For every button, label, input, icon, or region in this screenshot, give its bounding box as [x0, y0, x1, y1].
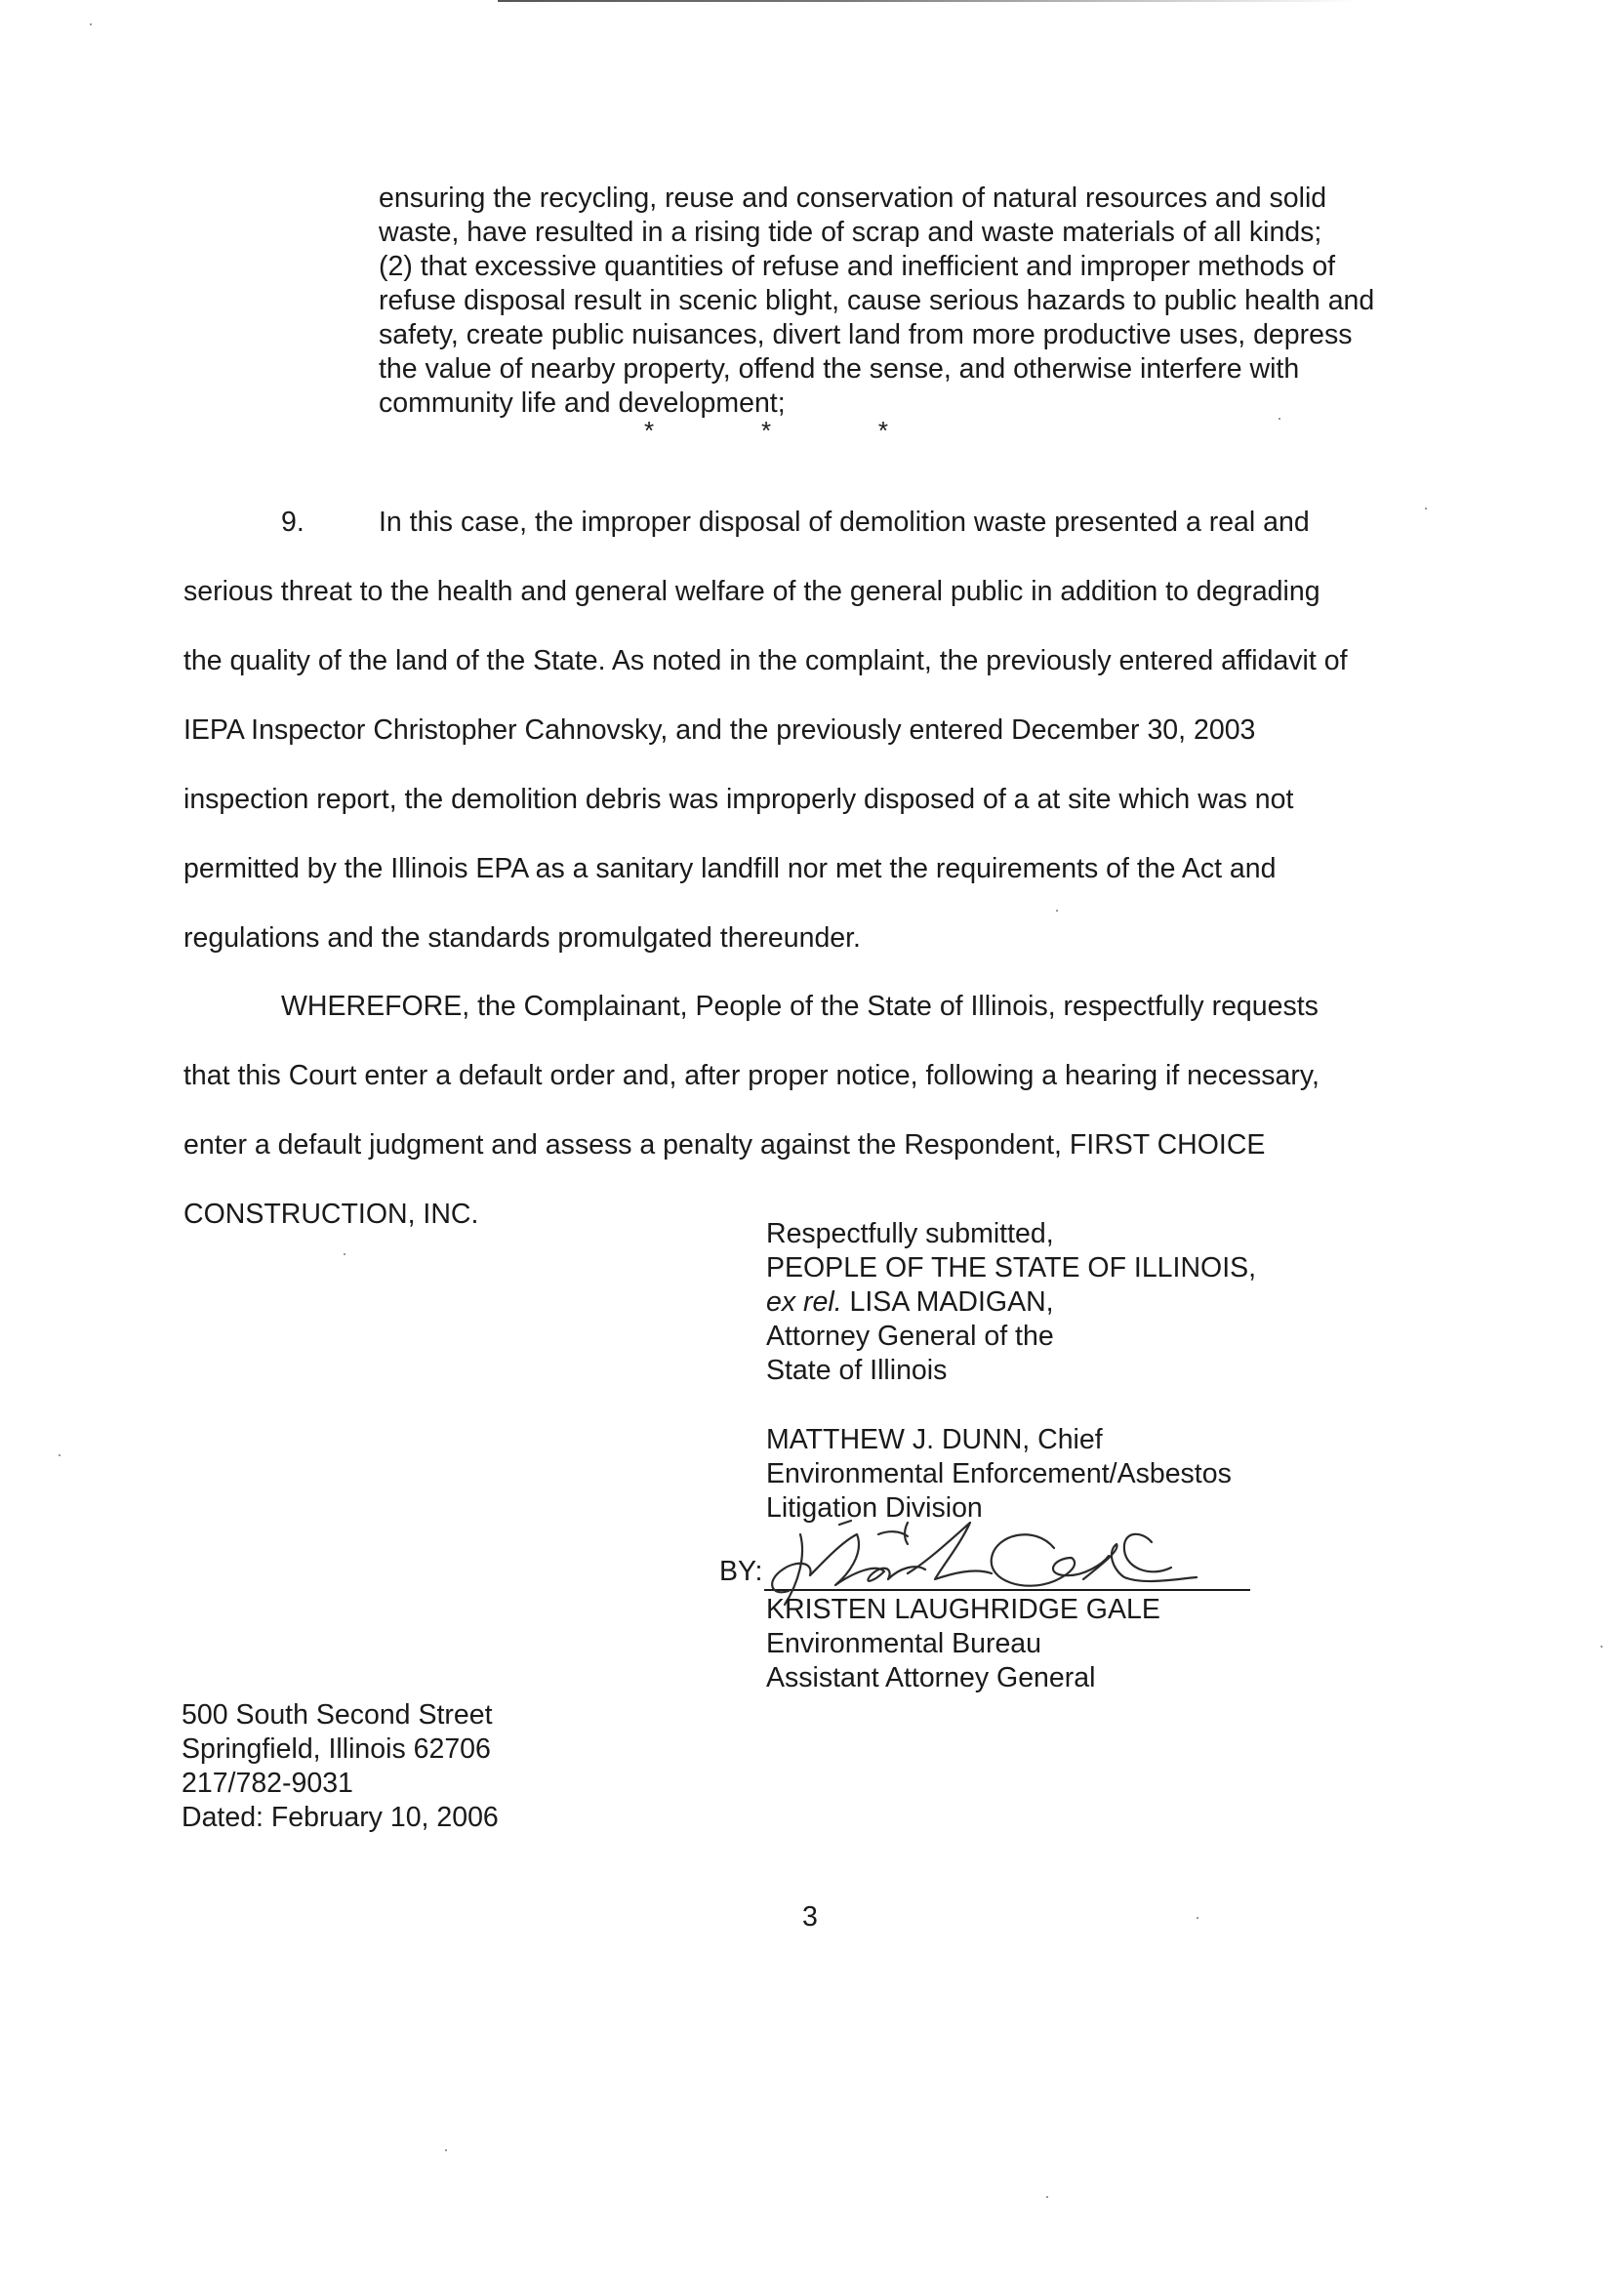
quote-line: community life and development; — [379, 387, 786, 419]
signer-name: KRISTEN LAUGHRIDGE GALE — [766, 1594, 1160, 1625]
ex-rel-name: LISA MADIGAN, — [841, 1286, 1054, 1318]
closing: Respectfully submitted, — [766, 1218, 1054, 1249]
scan-speck — [1425, 508, 1427, 509]
scan-edge-line — [498, 0, 1357, 2]
scan-speck — [344, 1253, 345, 1255]
asterisk: * — [760, 416, 772, 445]
omission-asterisks — [644, 416, 888, 446]
asterisk: * — [644, 416, 655, 445]
quote-line: the value of nearby property, offend the sense, and otherwise interfere with — [379, 353, 1300, 385]
paragraph-line: the quality of the land of the State. As noted in the complaint, the previously entered affidavit of — [183, 645, 1348, 676]
paragraph-line: CONSTRUCTION, INC. — [183, 1199, 479, 1230]
paragraph-text: In this case, the improper disposal of demolition waste presented a real and — [379, 507, 1310, 538]
division-line: Litigation Division — [766, 1492, 983, 1524]
paragraph-line: serious threat to the health and general welfare of the general public in addition to degrading — [183, 576, 1320, 607]
statutory-quote — [379, 182, 1452, 421]
party-name: PEOPLE OF THE STATE OF ILLINOIS, — [766, 1252, 1257, 1284]
paragraph-9 — [183, 488, 1482, 973]
ex-rel-line — [766, 1285, 1256, 1320]
scan-speck — [1279, 418, 1280, 420]
scan-speck — [1197, 1917, 1198, 1919]
scan-speck — [90, 23, 92, 25]
spacer — [766, 1388, 1256, 1423]
asterisk: * — [877, 416, 888, 445]
quote-line: ensuring the recycling, reuse and conservation of natural resources and solid — [379, 183, 1327, 214]
paragraph-line: inspection report, the demolition debris was improperly disposed of a at site which was not — [183, 784, 1294, 815]
street-address: 500 South Second Street — [182, 1699, 493, 1731]
paragraph-line: WHEREFORE, the Complainant, People of the State of Illinois, respectfully requests — [281, 991, 1319, 1022]
by-label: BY: — [719, 1556, 763, 1587]
address-block — [182, 1698, 499, 1835]
paragraph-number: 9. — [281, 507, 304, 538]
signer-block — [766, 1593, 1160, 1695]
ag-state: State of Illinois — [766, 1355, 948, 1386]
page-number: 3 — [802, 1901, 818, 1933]
quote-line: safety, create public nuisances, divert land from more productive uses, depress — [379, 319, 1353, 350]
scan-speck — [445, 2149, 447, 2151]
signer-title: Assistant Attorney General — [766, 1662, 1096, 1693]
division-line: Environmental Enforcement/Asbestos — [766, 1458, 1232, 1489]
city-state-zip: Springfield, Illinois 62706 — [182, 1733, 491, 1765]
paragraph-line: enter a default judgment and assess a penalty against the Respondent, FIRST CHOICE — [183, 1129, 1266, 1161]
scan-speck — [59, 1454, 61, 1456]
signer-bureau: Environmental Bureau — [766, 1628, 1041, 1659]
quote-line: waste, have resulted in a rising tide of scrap and waste materials of all kinds; — [379, 217, 1322, 248]
scan-speck — [1056, 910, 1058, 912]
paragraph-line: IEPA Inspector Christopher Cahnovsky, and the previously entered December 30, 2003 — [183, 714, 1256, 746]
quote-line: refuse disposal result in scenic blight, cause serious hazards to public health and — [379, 285, 1375, 316]
ag-title: Attorney General of the — [766, 1321, 1054, 1352]
wherefore-paragraph — [183, 972, 1482, 1249]
paragraph-line: that this Court enter a default order and, after proper notice, following a hearing if necessary, — [183, 1060, 1320, 1091]
paragraph-line: regulations and the standards promulgated thereunder. — [183, 922, 861, 954]
signature-block — [766, 1217, 1256, 1526]
paragraph-line: permitted by the Illinois EPA as a sanitary landfill nor met the requirements of the Act and — [183, 853, 1277, 884]
chief-name: MATTHEW J. DUNN, Chief — [766, 1424, 1103, 1455]
date-line: Dated: February 10, 2006 — [182, 1802, 499, 1833]
scan-speck — [1601, 1646, 1603, 1648]
ex-rel-prefix: ex rel. — [766, 1286, 842, 1318]
quote-line: (2) that excessive quantities of refuse and inefficient and improper methods of — [379, 251, 1336, 282]
scan-speck — [1046, 2196, 1048, 2198]
paragraph-line — [183, 488, 1482, 557]
phone-number: 217/782-9031 — [182, 1768, 353, 1799]
